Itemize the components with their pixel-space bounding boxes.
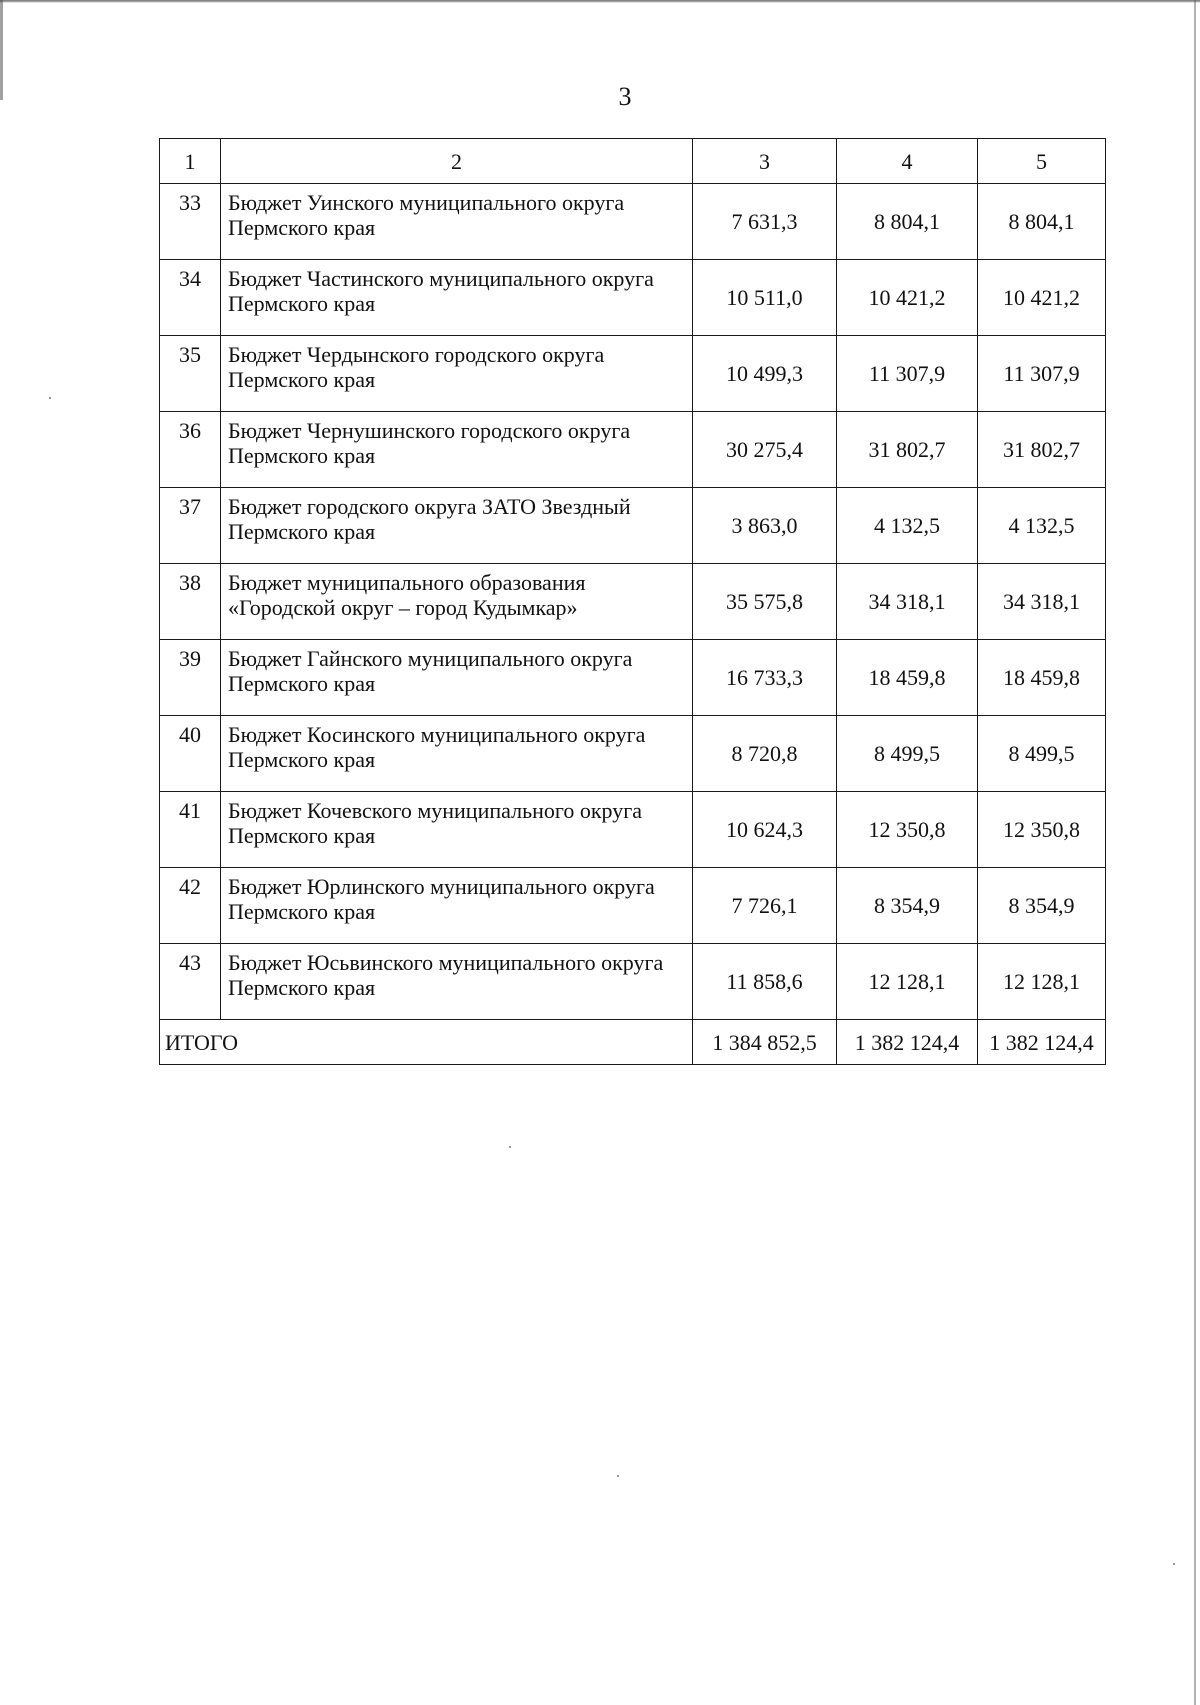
table-row [160, 944, 1106, 1020]
table-row [160, 336, 1106, 412]
value-col-4: 31 802,7 [837, 412, 978, 488]
value-col-3: 8 720,8 [693, 716, 837, 792]
budget-name: Бюджет Гайнского муниципального округа Пермского края [221, 640, 693, 716]
budget-name: Бюджет городского округа ЗАТО Звездный Пермского края [221, 488, 693, 564]
table-header-row [160, 139, 1106, 184]
scan-edge-top [0, 0, 1200, 3]
value-col-5: 8 354,9 [978, 868, 1106, 944]
scan-speck [1173, 1563, 1175, 1565]
scan-edge-right [1194, 0, 1196, 1705]
table-row [160, 640, 1106, 716]
row-number: 37 [160, 488, 221, 564]
budget-name: Бюджет Чердынского городского округа Пермского края [221, 336, 693, 412]
value-col-4: 8 354,9 [837, 868, 978, 944]
value-col-5: 18 459,8 [978, 640, 1106, 716]
column-header: 5 [978, 139, 1106, 184]
value-col-4: 34 318,1 [837, 564, 978, 640]
value-col-4: 10 421,2 [837, 260, 978, 336]
table-row [160, 564, 1106, 640]
scan-speck [49, 397, 51, 399]
value-col-5: 12 350,8 [978, 792, 1106, 868]
value-col-4: 18 459,8 [837, 640, 978, 716]
total-row [160, 1020, 1106, 1065]
budget-name: Бюджет Косинского муниципального округа Пермского края [221, 716, 693, 792]
total-label: ИТОГО [160, 1020, 693, 1065]
budget-name: Бюджет Чернушинского городского округа Пермского края [221, 412, 693, 488]
value-col-5: 12 128,1 [978, 944, 1106, 1020]
value-col-5: 11 307,9 [978, 336, 1106, 412]
value-col-3: 7 726,1 [693, 868, 837, 944]
table-row [160, 260, 1106, 336]
row-number: 43 [160, 944, 221, 1020]
value-col-3: 30 275,4 [693, 412, 837, 488]
value-col-4: 4 132,5 [837, 488, 978, 564]
row-number: 42 [160, 868, 221, 944]
table-row [160, 868, 1106, 944]
value-col-3: 10 624,3 [693, 792, 837, 868]
column-header: 1 [160, 139, 221, 184]
budget-name: Бюджет муниципального образования «Городской округ – город Кудымкар» [221, 564, 693, 640]
value-col-4: 8 499,5 [837, 716, 978, 792]
value-col-4: 8 804,1 [837, 184, 978, 260]
column-header: 4 [837, 139, 978, 184]
value-col-5: 31 802,7 [978, 412, 1106, 488]
column-header: 2 [221, 139, 693, 184]
table-row [160, 716, 1106, 792]
table-row [160, 184, 1106, 260]
column-header: 3 [693, 139, 837, 184]
budget-name: Бюджет Юрлинского муниципального округа Пермского края [221, 868, 693, 944]
value-col-3: 7 631,3 [693, 184, 837, 260]
budget-table [159, 138, 1106, 1065]
value-col-3: 11 858,6 [693, 944, 837, 1020]
value-col-3: 10 499,3 [693, 336, 837, 412]
value-col-3: 16 733,3 [693, 640, 837, 716]
total-col-4: 1 382 124,4 [837, 1020, 978, 1065]
scan-speck [509, 1146, 511, 1148]
row-number: 35 [160, 336, 221, 412]
row-number: 36 [160, 412, 221, 488]
value-col-3: 35 575,8 [693, 564, 837, 640]
total-col-5: 1 382 124,4 [978, 1020, 1106, 1065]
table-row [160, 412, 1106, 488]
table-row [160, 488, 1106, 564]
value-col-5: 10 421,2 [978, 260, 1106, 336]
budget-name: Бюджет Кочевского муниципального округа Пермского края [221, 792, 693, 868]
value-col-4: 12 128,1 [837, 944, 978, 1020]
scan-speck [617, 1475, 619, 1477]
table-row [160, 792, 1106, 868]
value-col-5: 8 804,1 [978, 184, 1106, 260]
value-col-4: 12 350,8 [837, 792, 978, 868]
row-number: 39 [160, 640, 221, 716]
row-number: 33 [160, 184, 221, 260]
row-number: 40 [160, 716, 221, 792]
page-number: 3 [618, 82, 632, 111]
value-col-3: 10 511,0 [693, 260, 837, 336]
row-number: 34 [160, 260, 221, 336]
total-col-3: 1 384 852,5 [693, 1020, 837, 1065]
value-col-4: 11 307,9 [837, 336, 978, 412]
value-col-5: 34 318,1 [978, 564, 1106, 640]
row-number: 41 [160, 792, 221, 868]
value-col-5: 8 499,5 [978, 716, 1106, 792]
table-body [160, 184, 1106, 1065]
budget-name: Бюджет Частинского муниципального округа Пермского края [221, 260, 693, 336]
value-col-3: 3 863,0 [693, 488, 837, 564]
budget-name: Бюджет Юсьвинского муниципального округа Пермского края [221, 944, 693, 1020]
row-number: 38 [160, 564, 221, 640]
value-col-5: 4 132,5 [978, 488, 1106, 564]
budget-name: Бюджет Уинского муниципального округа Пермского края [221, 184, 693, 260]
